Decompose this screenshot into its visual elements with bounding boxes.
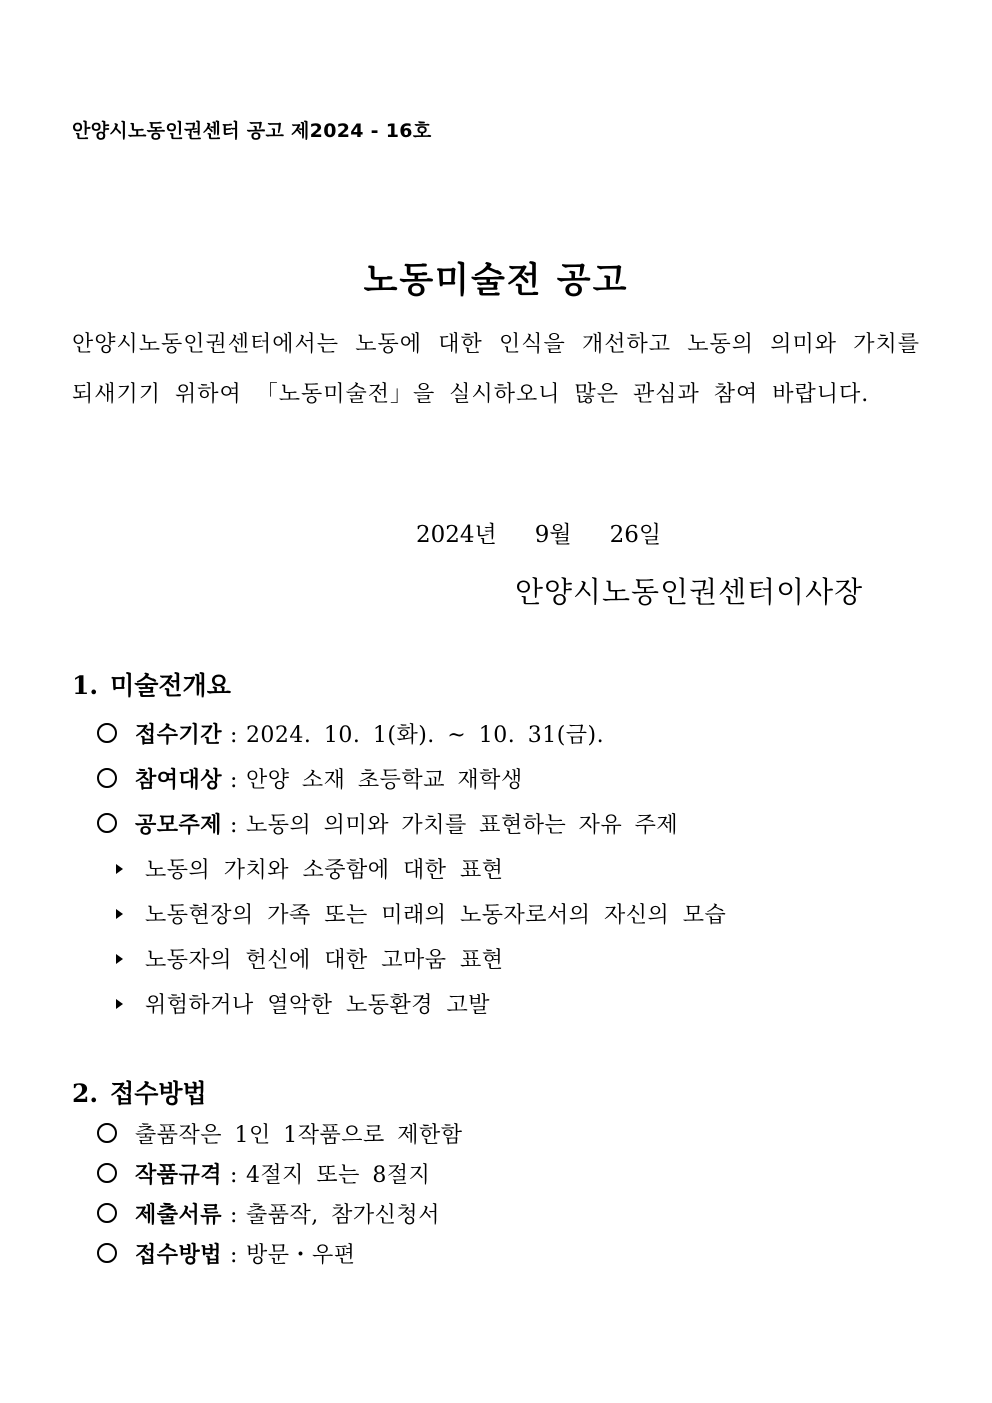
triangle-bullet-icon (116, 909, 123, 919)
theme-item (116, 988, 490, 1019)
item-value: 노동의 의미와 가치를 표현하는 자유 주제 (245, 813, 679, 838)
list-item (97, 763, 523, 794)
item-value: 출품작은 1인 1작품으로 제한함 (135, 1123, 463, 1148)
intro-paragraph: 안양시노동인권센터에서는 노동에 대한 인식을 개선하고 노동의 의미와 가치를 되새기기 위하여 「노동미술전」을 실시하오니 많은 관심과 참여 바랍니다. (72, 332, 920, 407)
theme-item (116, 853, 504, 884)
circle-bullet-icon (97, 1203, 117, 1223)
circle-bullet-icon (97, 768, 117, 788)
section-title: 접수방법 (110, 1079, 207, 1108)
circle-bullet-icon (97, 1123, 117, 1143)
theme-text: 위험하거나 열악한 노동환경 고발 (145, 993, 491, 1018)
date-year: 2024년 (416, 522, 497, 548)
item-label: 접수기간 (135, 722, 223, 748)
item-value: 4절지 또는 8절지 (245, 1163, 431, 1188)
item-colon: : (230, 1163, 238, 1188)
item-label: 접수방법 (135, 1242, 223, 1268)
circle-bullet-icon (97, 723, 117, 743)
date-month: 9월 (534, 522, 572, 548)
theme-text: 노동현장의 가족 또는 미래의 노동자로서의 자신의 모습 (145, 903, 727, 928)
list-item (97, 808, 678, 839)
item-value: 안양 소재 초등학교 재학생 (245, 768, 523, 793)
triangle-bullet-icon (116, 864, 123, 874)
theme-item (116, 898, 726, 929)
section-heading-overview (72, 666, 231, 702)
triangle-bullet-icon (116, 999, 123, 1009)
list-item (97, 1118, 463, 1149)
section-title: 미술전개요 (110, 671, 231, 700)
item-value: 방문・우편 (245, 1243, 356, 1268)
section-number: 2. (72, 1079, 99, 1108)
list-item (97, 718, 604, 749)
list-item (97, 1238, 355, 1269)
theme-text: 노동자의 헌신에 대한 고마움 표현 (145, 948, 504, 973)
notice-date (416, 516, 661, 549)
list-item (97, 1198, 440, 1229)
item-colon: : (230, 768, 238, 793)
circle-bullet-icon (97, 1243, 117, 1263)
triangle-bullet-icon (116, 954, 123, 964)
signer: 안양시노동인권센터이사장 (515, 575, 864, 609)
section-number: 1. (72, 671, 99, 700)
theme-text: 노동의 가치와 소중함에 대한 표현 (145, 858, 504, 883)
circle-bullet-icon (97, 1163, 117, 1183)
theme-item (116, 943, 504, 974)
circle-bullet-icon (97, 813, 117, 833)
date-day: 26일 (609, 522, 662, 548)
item-label: 작품규격 (135, 1162, 223, 1188)
item-label: 제출서류 (135, 1202, 223, 1228)
notice-number: 안양시노동인권센터 공고 제2024 - 16호 (72, 120, 432, 142)
item-colon: : (230, 1203, 238, 1228)
item-colon: : (230, 1243, 238, 1268)
item-value: 출품작, 참가신청서 (245, 1203, 440, 1228)
list-item (97, 1158, 430, 1189)
page-title: 노동미술전 공고 (363, 261, 629, 301)
item-colon: : (230, 723, 238, 748)
item-label: 공모주제 (135, 812, 223, 838)
section-heading-submission (72, 1074, 207, 1110)
item-value: 2024. 10. 1(화). ~ 10. 31(금). (245, 723, 605, 748)
item-label: 참여대상 (135, 767, 223, 793)
item-colon: : (230, 813, 238, 838)
